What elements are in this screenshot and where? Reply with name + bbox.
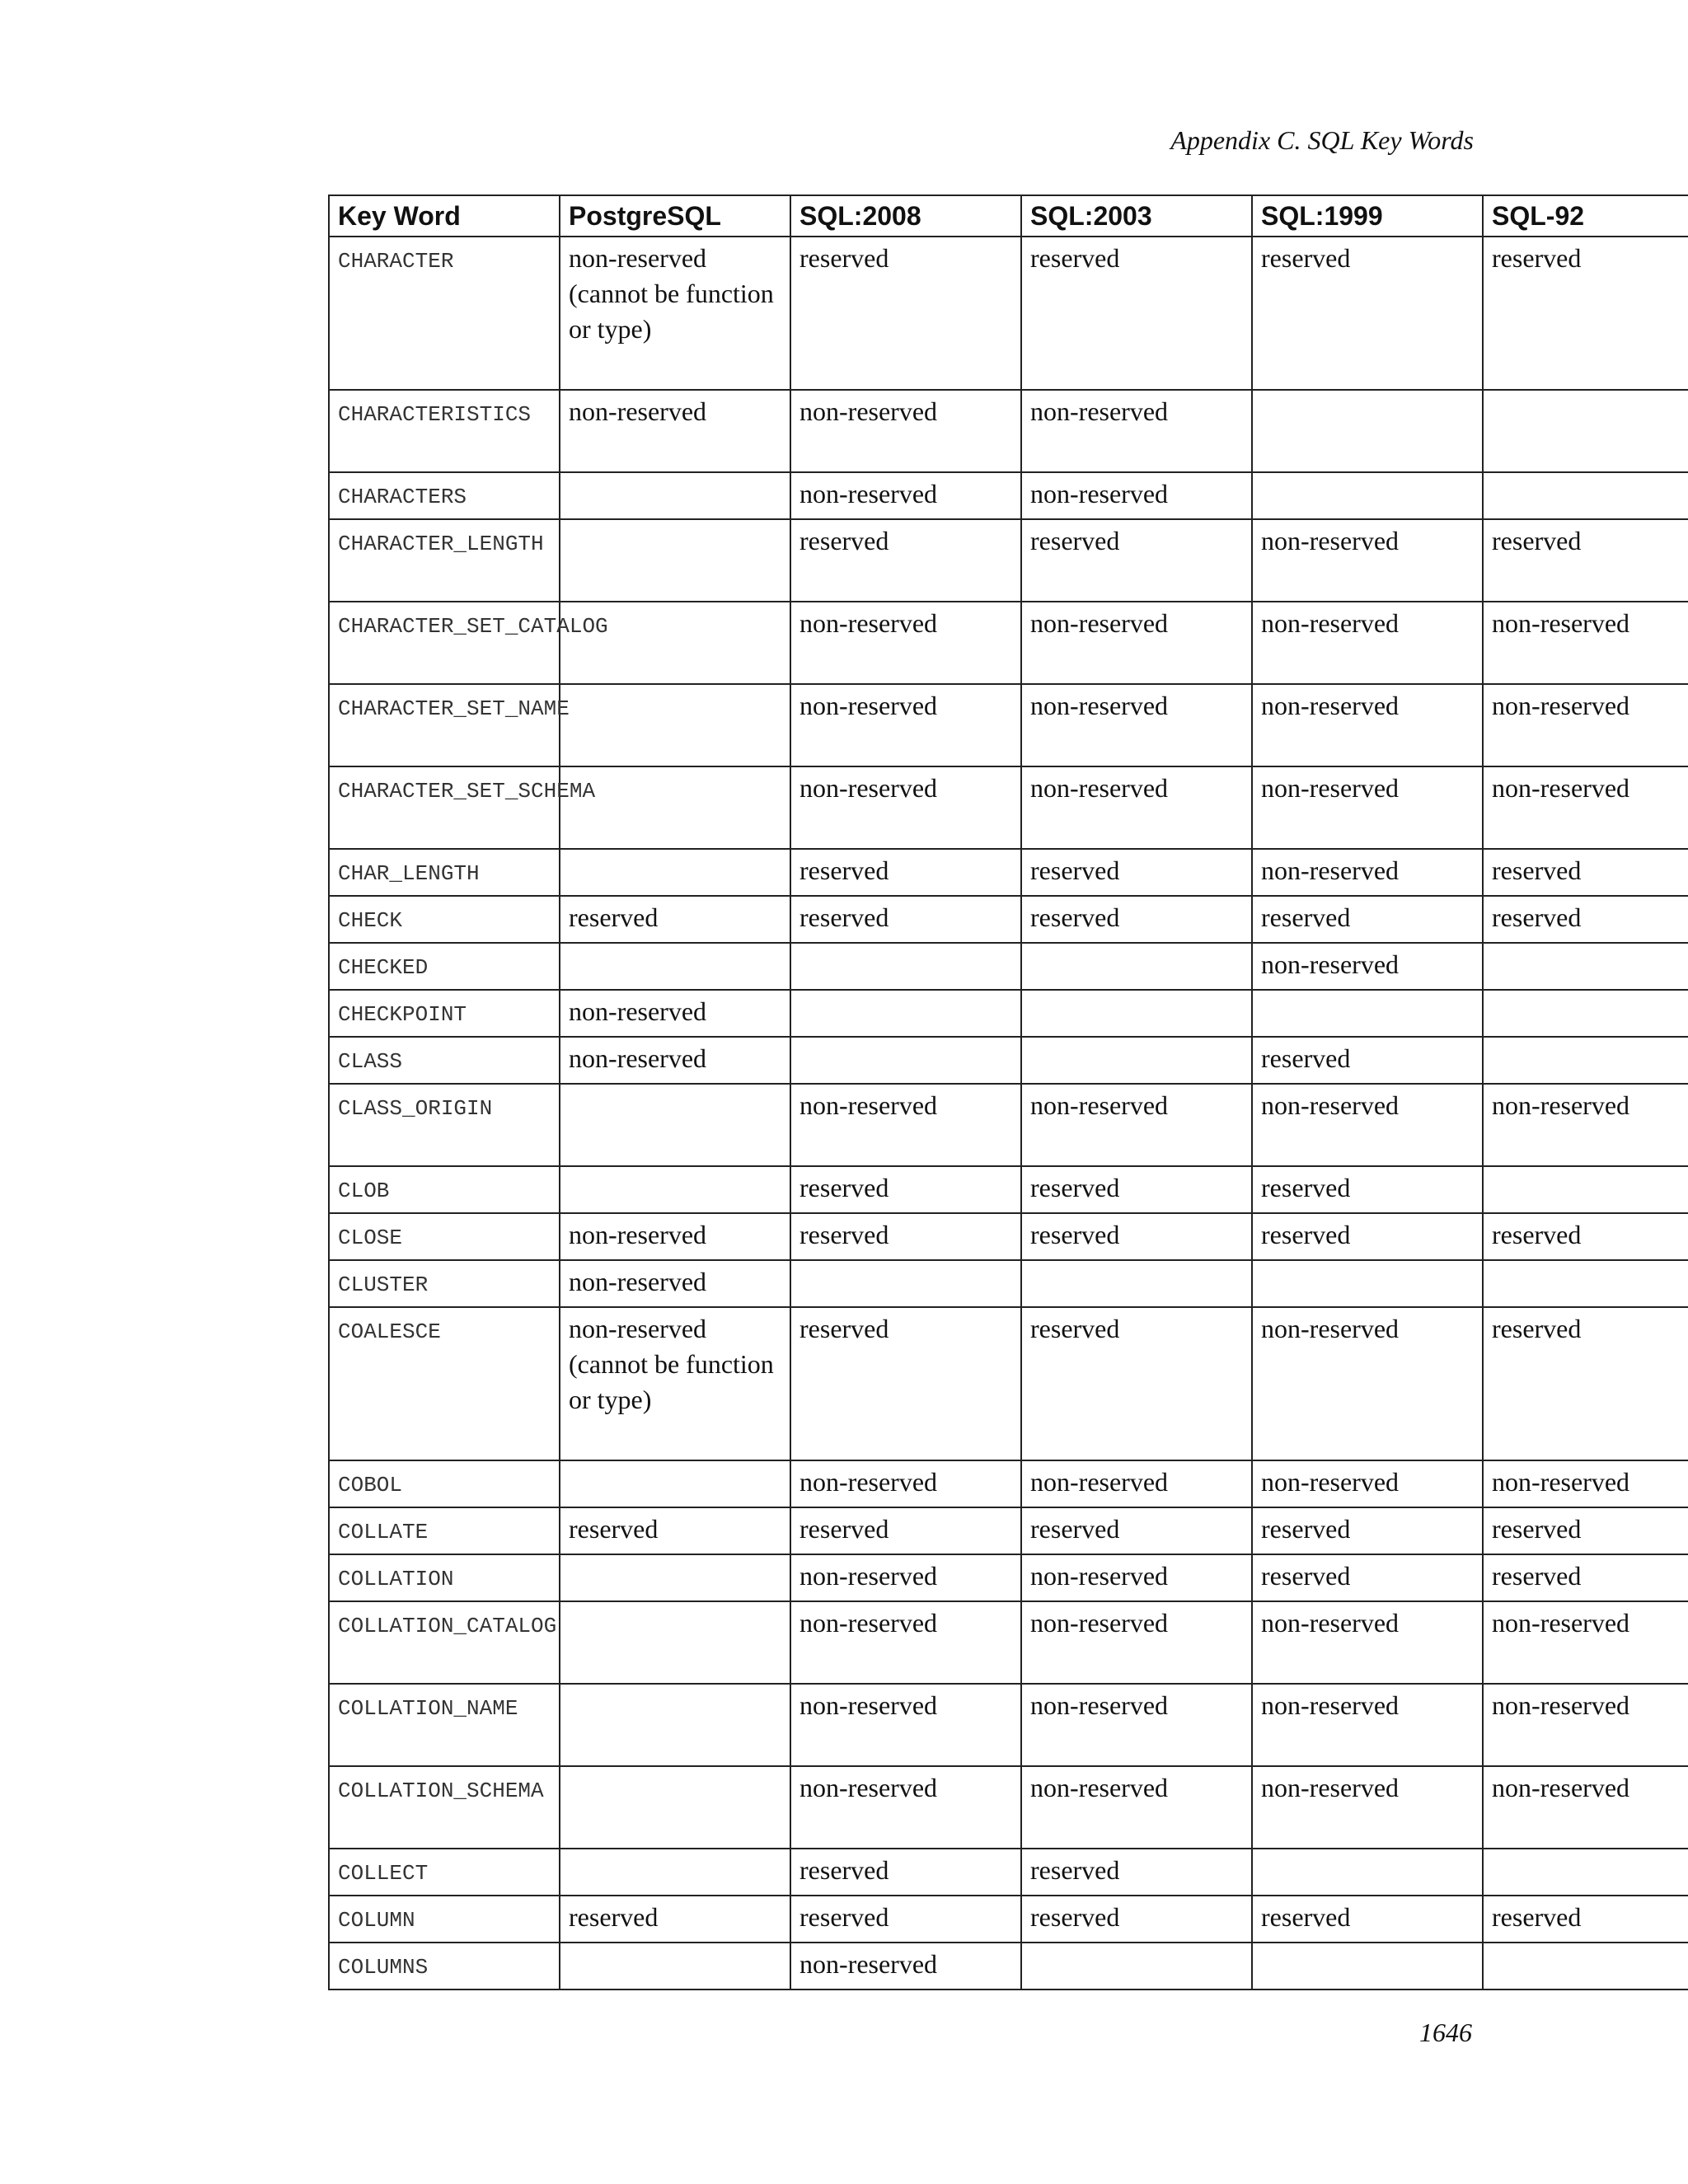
keyword-table bbox=[328, 194, 1688, 1990]
column-header-sql2003: SQL:2003 bbox=[1021, 195, 1252, 237]
sql1999-cell: non-reserved bbox=[1252, 766, 1483, 849]
sql2008-cell: non-reserved bbox=[790, 1601, 1021, 1684]
sql2003-cell: reserved bbox=[1021, 1166, 1252, 1213]
sql92-cell: reserved bbox=[1483, 237, 1688, 390]
sql1999-cell: non-reserved bbox=[1252, 849, 1483, 896]
table-row bbox=[329, 1213, 1688, 1260]
sql2003-cell bbox=[1021, 1943, 1252, 1990]
sql2008-cell: non-reserved bbox=[790, 1460, 1021, 1507]
sql92-cell: non-reserved bbox=[1483, 1460, 1688, 1507]
keyword-cell: COLLATE bbox=[329, 1507, 560, 1554]
sql92-cell: non-reserved bbox=[1483, 1601, 1688, 1684]
sql1999-cell: reserved bbox=[1252, 1507, 1483, 1554]
sql2003-cell bbox=[1021, 943, 1252, 990]
postgresql-cell bbox=[560, 684, 790, 766]
sql2003-cell: non-reserved bbox=[1021, 390, 1252, 472]
keyword-cell: CLUSTER bbox=[329, 1260, 560, 1307]
column-header-postgresql: PostgreSQL bbox=[560, 195, 790, 237]
postgresql-cell: non-reserved bbox=[560, 990, 790, 1037]
sql2008-cell: reserved bbox=[790, 1896, 1021, 1943]
table-row bbox=[329, 1307, 1688, 1460]
sql2008-cell: non-reserved bbox=[790, 766, 1021, 849]
postgresql-cell: non-reserved bbox=[560, 1213, 790, 1260]
postgresql-cell: reserved bbox=[560, 1507, 790, 1554]
table-row bbox=[329, 390, 1688, 472]
table-row bbox=[329, 1460, 1688, 1507]
sql2003-cell: non-reserved bbox=[1021, 1766, 1252, 1849]
column-header-sql2008: SQL:2008 bbox=[790, 195, 1021, 237]
sql2008-cell bbox=[790, 990, 1021, 1037]
column-header-keyword: Key Word bbox=[329, 195, 560, 237]
sql1999-cell bbox=[1252, 990, 1483, 1037]
table-row bbox=[329, 602, 1688, 684]
postgresql-cell: non-reserved bbox=[560, 1037, 790, 1084]
keyword-cell: CHECKED bbox=[329, 943, 560, 990]
sql2003-cell: reserved bbox=[1021, 1507, 1252, 1554]
sql1999-cell: non-reserved bbox=[1252, 684, 1483, 766]
keyword-cell: CHARACTER bbox=[329, 237, 560, 390]
sql92-cell: reserved bbox=[1483, 896, 1688, 943]
sql2008-cell: non-reserved bbox=[790, 1554, 1021, 1601]
keyword-cell: CHARACTER_SET_SCHEMA bbox=[329, 766, 560, 849]
sql2008-cell: reserved bbox=[790, 237, 1021, 390]
sql2003-cell: reserved bbox=[1021, 1213, 1252, 1260]
table-row bbox=[329, 1943, 1688, 1990]
sql92-cell: non-reserved bbox=[1483, 766, 1688, 849]
sql92-cell bbox=[1483, 943, 1688, 990]
table-body bbox=[329, 237, 1688, 1990]
sql2008-cell: non-reserved bbox=[790, 1684, 1021, 1766]
table-row bbox=[329, 896, 1688, 943]
keyword-cell: COLUMNS bbox=[329, 1943, 560, 1990]
postgresql-cell bbox=[560, 472, 790, 519]
sql1999-cell: reserved bbox=[1252, 1554, 1483, 1601]
postgresql-cell bbox=[560, 1766, 790, 1849]
sql2008-cell: non-reserved bbox=[790, 684, 1021, 766]
sql2003-cell: reserved bbox=[1021, 1307, 1252, 1460]
keyword-cell: COLLECT bbox=[329, 1849, 560, 1896]
postgresql-cell bbox=[560, 849, 790, 896]
postgresql-cell: non-reserved (cannot be function or type) bbox=[560, 1307, 790, 1460]
sql2003-cell: reserved bbox=[1021, 1849, 1252, 1896]
keyword-cell: COALESCE bbox=[329, 1307, 560, 1460]
sql2008-cell bbox=[790, 1037, 1021, 1084]
sql92-cell: reserved bbox=[1483, 1213, 1688, 1260]
table-row bbox=[329, 1684, 1688, 1766]
sql2003-cell: reserved bbox=[1021, 237, 1252, 390]
table-header-row bbox=[329, 195, 1688, 237]
table-row bbox=[329, 990, 1688, 1037]
sql1999-cell: non-reserved bbox=[1252, 1084, 1483, 1166]
keyword-cell: CHARACTER_LENGTH bbox=[329, 519, 560, 602]
postgresql-cell bbox=[560, 1684, 790, 1766]
sql2003-cell: non-reserved bbox=[1021, 684, 1252, 766]
sql1999-cell bbox=[1252, 390, 1483, 472]
keyword-cell: COLUMN bbox=[329, 1896, 560, 1943]
table-row bbox=[329, 237, 1688, 390]
postgresql-cell: non-reserved (cannot be function or type) bbox=[560, 237, 790, 390]
keyword-cell: CHAR_LENGTH bbox=[329, 849, 560, 896]
table-row bbox=[329, 1896, 1688, 1943]
keyword-cell: CLOB bbox=[329, 1166, 560, 1213]
postgresql-cell bbox=[560, 519, 790, 602]
sql1999-cell bbox=[1252, 1943, 1483, 1990]
running-header: Appendix C. SQL Key Words bbox=[1170, 125, 1474, 155]
table-row bbox=[329, 472, 1688, 519]
sql92-cell: reserved bbox=[1483, 1896, 1688, 1943]
sql2003-cell: non-reserved bbox=[1021, 766, 1252, 849]
table-row bbox=[329, 1849, 1688, 1896]
postgresql-cell: non-reserved bbox=[560, 1260, 790, 1307]
table-row bbox=[329, 943, 1688, 990]
postgresql-cell bbox=[560, 1084, 790, 1166]
page-number: 1646 bbox=[1419, 2018, 1472, 2047]
keyword-cell: COLLATION_NAME bbox=[329, 1684, 560, 1766]
sql1999-cell: reserved bbox=[1252, 1037, 1483, 1084]
table-row bbox=[329, 1601, 1688, 1684]
sql2008-cell bbox=[790, 943, 1021, 990]
table-row bbox=[329, 1166, 1688, 1213]
sql1999-cell bbox=[1252, 1260, 1483, 1307]
keyword-cell: CHARACTER_SET_NAME bbox=[329, 684, 560, 766]
postgresql-cell bbox=[560, 1849, 790, 1896]
sql92-cell: reserved bbox=[1483, 1507, 1688, 1554]
sql2008-cell: non-reserved bbox=[790, 1943, 1021, 1990]
sql2008-cell: reserved bbox=[790, 1849, 1021, 1896]
sql1999-cell: non-reserved bbox=[1252, 1684, 1483, 1766]
table-row bbox=[329, 1766, 1688, 1849]
column-header-sql1999: SQL:1999 bbox=[1252, 195, 1483, 237]
sql2003-cell: non-reserved bbox=[1021, 1554, 1252, 1601]
sql92-cell: reserved bbox=[1483, 849, 1688, 896]
sql1999-cell: non-reserved bbox=[1252, 602, 1483, 684]
sql92-cell bbox=[1483, 1166, 1688, 1213]
postgresql-cell: reserved bbox=[560, 896, 790, 943]
sql92-cell: non-reserved bbox=[1483, 1084, 1688, 1166]
sql92-cell: non-reserved bbox=[1483, 684, 1688, 766]
keyword-cell: CLASS bbox=[329, 1037, 560, 1084]
postgresql-cell bbox=[560, 943, 790, 990]
postgresql-cell bbox=[560, 1943, 790, 1990]
sql2003-cell: non-reserved bbox=[1021, 1084, 1252, 1166]
sql92-cell: reserved bbox=[1483, 1554, 1688, 1601]
table-row bbox=[329, 684, 1688, 766]
keyword-cell: CHECKPOINT bbox=[329, 990, 560, 1037]
table-row bbox=[329, 1554, 1688, 1601]
sql2008-cell: reserved bbox=[790, 1507, 1021, 1554]
sql2003-cell: non-reserved bbox=[1021, 1601, 1252, 1684]
sql1999-cell: reserved bbox=[1252, 1213, 1483, 1260]
keyword-cell: COLLATION bbox=[329, 1554, 560, 1601]
table-row bbox=[329, 849, 1688, 896]
sql2003-cell: non-reserved bbox=[1021, 602, 1252, 684]
sql1999-cell: non-reserved bbox=[1252, 519, 1483, 602]
sql2003-cell bbox=[1021, 1037, 1252, 1084]
sql1999-cell: reserved bbox=[1252, 1166, 1483, 1213]
sql1999-cell: reserved bbox=[1252, 896, 1483, 943]
postgresql-cell bbox=[560, 1554, 790, 1601]
sql2008-cell: non-reserved bbox=[790, 1766, 1021, 1849]
sql2008-cell: reserved bbox=[790, 849, 1021, 896]
keyword-cell: CLOSE bbox=[329, 1213, 560, 1260]
sql92-cell bbox=[1483, 1849, 1688, 1896]
sql2008-cell: non-reserved bbox=[790, 1084, 1021, 1166]
postgresql-cell bbox=[560, 1460, 790, 1507]
sql1999-cell: non-reserved bbox=[1252, 943, 1483, 990]
sql2008-cell: reserved bbox=[790, 1166, 1021, 1213]
sql2003-cell: reserved bbox=[1021, 849, 1252, 896]
sql92-cell: non-reserved bbox=[1483, 1684, 1688, 1766]
table-row bbox=[329, 1260, 1688, 1307]
sql1999-cell bbox=[1252, 472, 1483, 519]
sql2003-cell: non-reserved bbox=[1021, 472, 1252, 519]
sql1999-cell: reserved bbox=[1252, 1896, 1483, 1943]
sql92-cell bbox=[1483, 1943, 1688, 1990]
sql92-cell bbox=[1483, 1260, 1688, 1307]
table-row bbox=[329, 766, 1688, 849]
postgresql-cell bbox=[560, 1601, 790, 1684]
sql1999-cell: non-reserved bbox=[1252, 1601, 1483, 1684]
keyword-cell: COLLATION_SCHEMA bbox=[329, 1766, 560, 1849]
sql92-cell bbox=[1483, 1037, 1688, 1084]
sql2003-cell: non-reserved bbox=[1021, 1460, 1252, 1507]
table-row bbox=[329, 1507, 1688, 1554]
sql2008-cell: non-reserved bbox=[790, 390, 1021, 472]
keyword-cell: CLASS_ORIGIN bbox=[329, 1084, 560, 1166]
sql2008-cell: reserved bbox=[790, 1307, 1021, 1460]
sql2008-cell: non-reserved bbox=[790, 472, 1021, 519]
table-row bbox=[329, 519, 1688, 602]
sql2008-cell: reserved bbox=[790, 896, 1021, 943]
sql2008-cell: reserved bbox=[790, 519, 1021, 602]
sql1999-cell: non-reserved bbox=[1252, 1766, 1483, 1849]
postgresql-cell: non-reserved bbox=[560, 390, 790, 472]
sql2003-cell: reserved bbox=[1021, 519, 1252, 602]
postgresql-cell bbox=[560, 1166, 790, 1213]
column-header-sql92: SQL-92 bbox=[1483, 195, 1688, 237]
sql1999-cell bbox=[1252, 1849, 1483, 1896]
keyword-cell: CHARACTERS bbox=[329, 472, 560, 519]
sql1999-cell: non-reserved bbox=[1252, 1460, 1483, 1507]
keyword-cell: COBOL bbox=[329, 1460, 560, 1507]
sql2008-cell bbox=[790, 1260, 1021, 1307]
sql92-cell bbox=[1483, 990, 1688, 1037]
sql2008-cell: non-reserved bbox=[790, 602, 1021, 684]
sql92-cell bbox=[1483, 390, 1688, 472]
sql1999-cell: reserved bbox=[1252, 237, 1483, 390]
sql92-cell: reserved bbox=[1483, 1307, 1688, 1460]
table-row bbox=[329, 1037, 1688, 1084]
keyword-cell: CHARACTER_SET_CATALOG bbox=[329, 602, 560, 684]
sql2008-cell: reserved bbox=[790, 1213, 1021, 1260]
table-row bbox=[329, 1084, 1688, 1166]
sql92-cell: non-reserved bbox=[1483, 602, 1688, 684]
sql2003-cell: non-reserved bbox=[1021, 1684, 1252, 1766]
sql92-cell: non-reserved bbox=[1483, 1766, 1688, 1849]
sql92-cell: reserved bbox=[1483, 519, 1688, 602]
keyword-cell: CHECK bbox=[329, 896, 560, 943]
sql2003-cell bbox=[1021, 990, 1252, 1037]
sql2003-cell bbox=[1021, 1260, 1252, 1307]
keyword-cell: CHARACTERISTICS bbox=[329, 390, 560, 472]
sql2003-cell: reserved bbox=[1021, 1896, 1252, 1943]
sql2003-cell: reserved bbox=[1021, 896, 1252, 943]
sql92-cell bbox=[1483, 472, 1688, 519]
keyword-cell: COLLATION_CATALOG bbox=[329, 1601, 560, 1684]
postgresql-cell: reserved bbox=[560, 1896, 790, 1943]
sql1999-cell: non-reserved bbox=[1252, 1307, 1483, 1460]
